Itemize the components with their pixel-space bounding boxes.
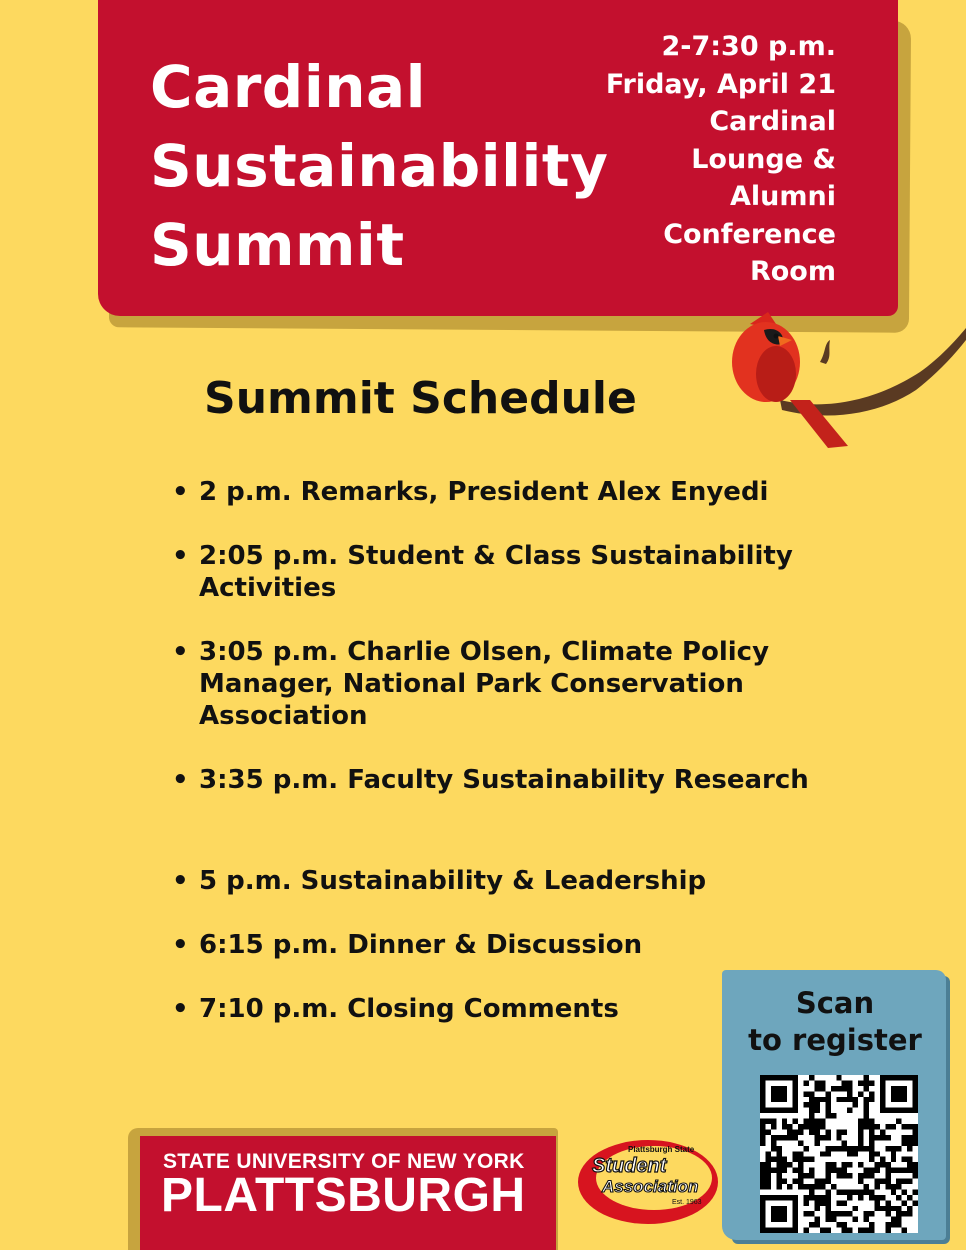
svg-text:Student: Student	[592, 1155, 667, 1177]
schedule-item: • 7:10 p.m. Closing Comments	[172, 993, 852, 1025]
event-location-line: Room	[749, 256, 836, 287]
event-date: Friday, April 21	[605, 68, 836, 100]
event-title-line: Sustainability	[150, 132, 609, 200]
svg-text:Plattsburgh State: Plattsburgh State	[628, 1145, 695, 1154]
register-prompt	[730, 985, 940, 1059]
university-system-name: STATE UNIVERSITY OF NEW YORK	[163, 1150, 525, 1173]
event-details	[556, 28, 836, 291]
event-title-line: Cardinal	[150, 53, 427, 121]
svg-text:Association: Association	[602, 1177, 699, 1196]
student-association-logo	[572, 1126, 722, 1230]
schedule-item: • 3:35 p.m. Faculty Sustainability Research	[172, 764, 852, 796]
schedule-item: • 2:05 p.m. Student & Class Sustainability Activities	[172, 540, 852, 604]
schedule-item: • 2 p.m. Remarks, President Alex Enyedi	[172, 476, 852, 508]
event-location-line: Alumni	[730, 181, 836, 212]
svg-text:Est. 1963: Est. 1963	[672, 1199, 702, 1206]
schedule-item: • 5 p.m. Sustainability & Leadership	[172, 865, 852, 897]
event-location-line: Cardinal	[709, 106, 836, 137]
register-prompt-line: to register	[748, 1023, 922, 1057]
event-location-line: Conference	[663, 218, 836, 250]
event-location-line: Lounge &	[691, 143, 836, 175]
schedule-heading: Summit Schedule	[204, 373, 637, 424]
register-prompt-line: Scan	[795, 986, 875, 1020]
schedule-item: • 6:15 p.m. Dinner & Discussion	[172, 929, 852, 961]
event-title-line: Summit	[150, 211, 405, 279]
schedule-item: • 3:05 p.m. Charlie Olsen, Climate Policy Manager, National Park Conservation Association	[172, 636, 852, 732]
cardinal-bird-illustration	[720, 300, 966, 460]
event-title	[150, 48, 608, 285]
university-campus-name: PLATTSBURGH	[161, 1169, 526, 1222]
qr-code[interactable]	[760, 1075, 918, 1233]
event-time: 2-7:30 p.m.	[661, 31, 836, 62]
